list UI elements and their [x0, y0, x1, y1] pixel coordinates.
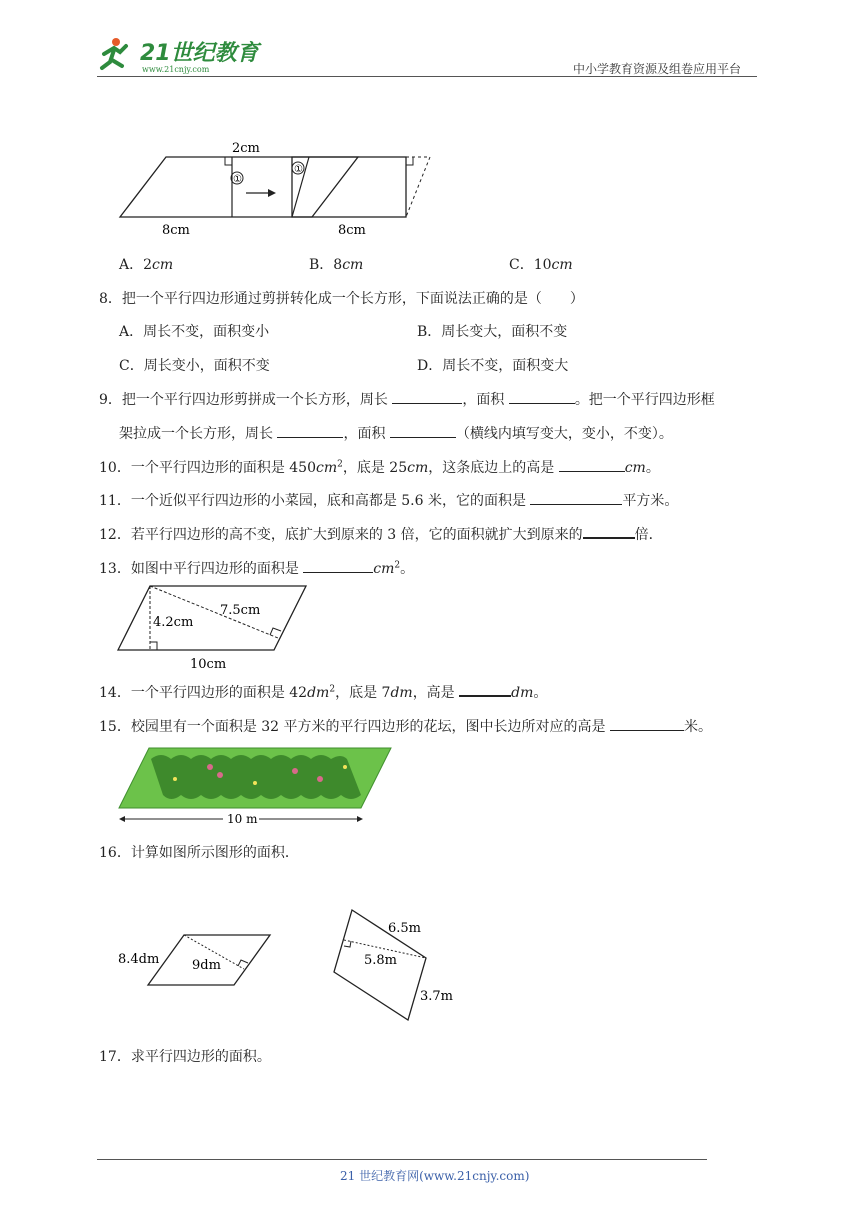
q12-blank[interactable]	[583, 536, 635, 539]
q7-option-c[interactable]: C．10cm	[509, 257, 573, 273]
arrow-right-icon	[268, 189, 276, 197]
q7-option-b[interactable]: B．8cm	[309, 257, 364, 273]
header-divider	[97, 76, 757, 77]
q13: 13．如图中平行四边形的面积是 $cm^2$。	[99, 560, 415, 577]
q7-circle-label-right: ①	[294, 164, 303, 175]
q9-blank-2[interactable]	[509, 402, 575, 404]
q16-figure-2	[320, 900, 460, 1028]
q13-label-h: 4.2cm	[153, 615, 194, 630]
q8-option-d[interactable]: D．周长不变，面积变大	[417, 358, 569, 374]
q8-option-c[interactable]: C．周长变小，面积不变	[119, 358, 270, 374]
q8-option-a[interactable]: A．周长不变，面积变小	[119, 324, 270, 340]
q13-label-base: 10cm	[190, 657, 227, 672]
q12: 12．若平行四边形的高不变，底扩大到原来的 3 倍，它的面积就扩大到原来的 倍．	[99, 527, 663, 543]
q9-line1: 9．把一个平行四边形剪拼成一个长方形，周长 ，面积 。把一个平行四边形框	[99, 392, 715, 408]
q7-option-a[interactable]: A．2cm	[119, 257, 174, 273]
q10: 10．一个平行四边形的面积是 $450cm^2$，底是 25cm，这条底边上的高是 cm。	[99, 459, 660, 476]
q16-stem: 16．计算如图所示图形的面积．	[99, 845, 299, 861]
logo-text: 21世纪教育	[140, 41, 259, 66]
q16-fig2-h: 5.8m	[364, 953, 398, 968]
q14: 14．一个平行四边形的面积是 $42dm^2$，底是 7dm，高是 dm。	[99, 684, 548, 701]
q16-fig2-side: 3.7m	[420, 989, 454, 1004]
platform-name: 中小学教育资源及组卷应用平台	[573, 62, 742, 76]
q16-figure-1	[112, 895, 282, 995]
q16-fig1-h: 9dm	[192, 958, 221, 973]
q7-figure	[110, 135, 450, 240]
q9-blank-3[interactable]	[277, 436, 343, 438]
footer-link[interactable]: 21 世纪教育网(www.21cnjy.com)	[340, 1169, 530, 1183]
q13-label-diag: 7.5cm	[220, 603, 261, 618]
q17-stem: 17．求平行四边形的面积。	[99, 1049, 271, 1065]
logo-url: www.21cnjy.com	[142, 65, 210, 74]
q15-flowerbed-figure	[115, 745, 395, 827]
q15-label: 10 m	[227, 812, 258, 826]
q15: 15．校园里有一个面积是 32 平方米的平行四边形的花坛，图中长边所对应的高是 米。	[99, 719, 712, 735]
q13-blank[interactable]	[303, 571, 373, 573]
q15-blank[interactable]	[610, 729, 684, 731]
q8-option-b[interactable]: B．周长变大，面积不变	[417, 324, 568, 340]
q9-line2: 架拉成一个长方形，周长 ，面积 （横线内填写变大，变小，不变）。	[119, 426, 673, 442]
q9-blank-4[interactable]	[390, 436, 456, 438]
q7-circle-label: ①	[233, 174, 242, 185]
q13-figure	[110, 580, 320, 675]
q11-blank[interactable]	[530, 503, 622, 505]
logo	[96, 34, 266, 76]
q7-label-8cm-left: 8cm	[162, 223, 190, 238]
q11: 11．一个近似平行四边形的小菜园，底和高都是 5.6 米，它的面积是 平方米。	[99, 493, 679, 509]
q7-label-2cm: 2cm	[232, 141, 260, 156]
runner-logo-icon	[96, 34, 266, 76]
q16-fig2-top: 6.5m	[388, 921, 422, 936]
q16-fig1-side: 8.4dm	[118, 952, 160, 967]
q14-blank[interactable]	[459, 694, 511, 697]
q8-stem: 8．把一个平行四边形通过剪拼转化成一个长方形，下面说法正确的是（ ）	[99, 291, 584, 307]
q10-blank[interactable]	[559, 470, 625, 472]
q7-label-8cm-right: 8cm	[338, 223, 366, 238]
footer-divider	[97, 1159, 707, 1160]
q9-blank-1[interactable]	[392, 402, 462, 404]
